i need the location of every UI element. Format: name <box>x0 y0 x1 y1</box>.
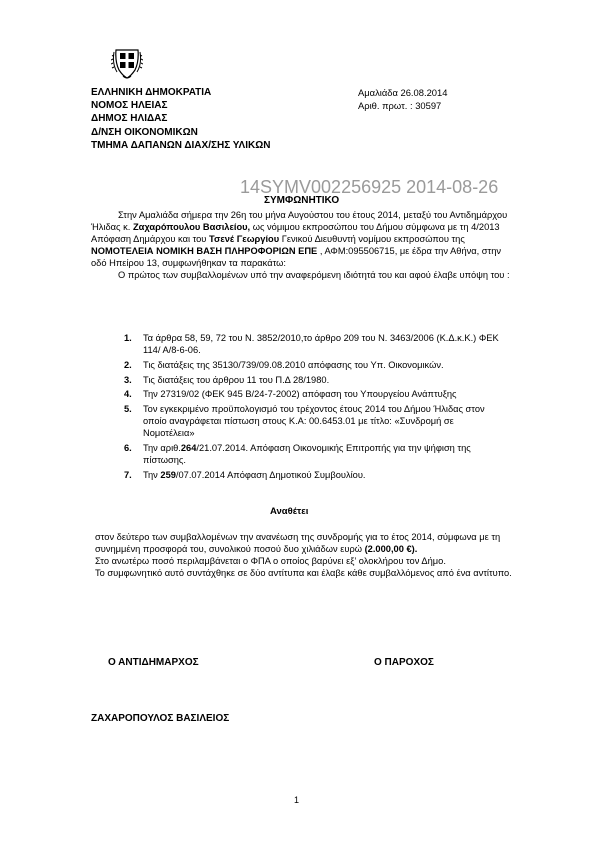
date-line: Αμαλιάδα 26.08.2014 <box>358 87 448 98</box>
company-name: ΝΟΜΟΤΕΛΕΙΑ ΝΟΜΙΚΗ ΒΑΣΗ ΠΛΗΡΟΦΟΡΙΩΝ ΕΠΕ <box>91 246 318 257</box>
date-protocol-block <box>358 86 447 112</box>
header-line: ΕΛΛΗΝΙΚΗ ΔΗΜΟΚΡΑΤΙΑ <box>91 87 212 98</box>
page-number: 1 <box>294 795 300 805</box>
considerations-intro: Ο πρώτος των συμβαλλομένων υπό την αναφερόμενη ιδιότητά του και αφού έλαβε υπόψη του : <box>118 270 510 281</box>
considerations-list <box>124 332 504 484</box>
header-line: Δ/ΝΣΗ ΟΙΚΟΝΟΜΙΚΩΝ <box>91 126 198 138</box>
list-item: 3. Τις διατάξεις του άρθρου 11 του Π.Δ 28/1980. <box>124 374 330 385</box>
diavgeia-stamp: 14SYMV002256925 2014-08-26 <box>240 177 499 197</box>
signature-title-left: Ο ΑΝΤΙΔΗΜΑΡΧΟΣ <box>108 657 199 668</box>
header-line: ΤΜΗΜΑ ΔΑΠΑΝΩΝ ΔΙΑΧ/ΣΗΣ ΥΛΙΚΩΝ <box>91 139 271 151</box>
amount: (2.000,00 €). <box>364 544 418 555</box>
deputy-mayor-name: Ζαχαρόπουλου Βασιλείου, <box>132 222 251 233</box>
signatory-name: ΖΑΧΑΡΟΠΟΥΛΟΣ ΒΑΣΙΛΕΙΟΣ <box>91 713 230 724</box>
assign-heading: Αναθέτει <box>270 506 309 517</box>
vat-paragraph: Στο ανωτέρω ποσό περιλαμβάνεται ο ΦΠΑ ο οποίος βαρύνει εξ’ ολοκλήρου τον Δήμο. <box>95 556 446 567</box>
signature-title-right: Ο ΠΑΡΟΧΟΣ <box>374 657 434 668</box>
greek-coat-of-arms-emblem <box>111 40 143 80</box>
protocol-number: Αριθ. πρωτ. : 30597 <box>358 100 442 112</box>
list-item: 1. Τα άρθρα 58, 59, 72 του Ν. 3852/2010,το άρθρο 209 του Ν. 3463/2006 (Κ.Δ.κ.Κ.) ΦΕΚ 114/ Α/8-6-06. <box>124 333 499 356</box>
list-item: 2. Τις διατάξεις της 35130/739/09.08.2010 απόφασης του Υπ. Οικονομικών. <box>124 359 444 370</box>
intro-paragraph: Στην Αμαλιάδα σήμερα την 26η του μήνα Αυγούστου του έτους 2014, μεταξύ του Αντιδημάρχου Ήλιδας κ. Ζαχαρόπουλου Βασιλείου, ως νόμιμου εκπροσώπου του Δήμου σύμφωνα με τη 4/2013 Απόφαση Δημάρχου και του Τσενέ Γεωργίου Γενικού Διευθυντή νομίμου εκπροσώπου της ΝΟΜΟΤΕΛΕΙΑ ΝΟΜΙΚΗ ΒΑΣΗ ΠΛΗΡΟΦΟΡΙΩΝ ΕΠΕ , ΑΦΜ:095506715, με έδρα την Αθήνα, στην οδό Ηπείρου 13, συμφωνήθηκαν τα παρακάτω: <box>91 210 508 269</box>
intro-section <box>91 209 511 282</box>
issuer-header <box>91 86 270 152</box>
document-title: ΣΥΜΦΩΝΗΤΙΚΟ <box>264 195 340 206</box>
header-line: ΔΗΜΟΣ ΗΛΙΔΑΣ <box>91 113 168 125</box>
list-item: 7. Την 259/07.07.2014 Απόφαση Δημοτικού Συμβουλίου. <box>124 470 366 481</box>
list-item: 6. Την αριθ.264/21.07.2014. Απόφαση Οικονομικής Επιτροπής για την ψήφιση της πίστωσης. <box>124 443 471 466</box>
director-name: Τσενέ Γεωργίου <box>208 234 280 245</box>
header-line: ΝΟΜΟΣ ΗΛΕΙΑΣ <box>91 100 168 112</box>
list-item: 4. Την 27319/02 (ΦΕΚ 945 Β/24-7-2002) απόφαση του Υπουργείου Ανάπτυξης <box>124 389 457 400</box>
assign-section <box>95 531 515 579</box>
copies-paragraph: Το συμφωνητικό αυτό συντάχθηκε σε δύο αντίτυπα και έλαβε κάθε συμβαλλόμενος από ένα αντίτυπο. <box>95 568 512 579</box>
list-item: 5. Τον εγκεκριμένο προϋπολογισμό του τρέχοντος έτους 2014 του Δήμου Ήλιδας στον οποίο αναγράφεται πίστωση στους Κ.Α: 00.6453.01 με τίτλο: «Συνδρομή σε Νομοτέλεια» <box>124 404 485 439</box>
assign-paragraph: στον δεύτερο των συμβαλλομένων την ανανέωση της συνδρομής για το έτος 2014, σύμφωνα με τη συνημμένη προσφορά του, συνολικού ποσού δυο χιλιάδων ευρώ (2.000,00 €). <box>95 532 501 555</box>
